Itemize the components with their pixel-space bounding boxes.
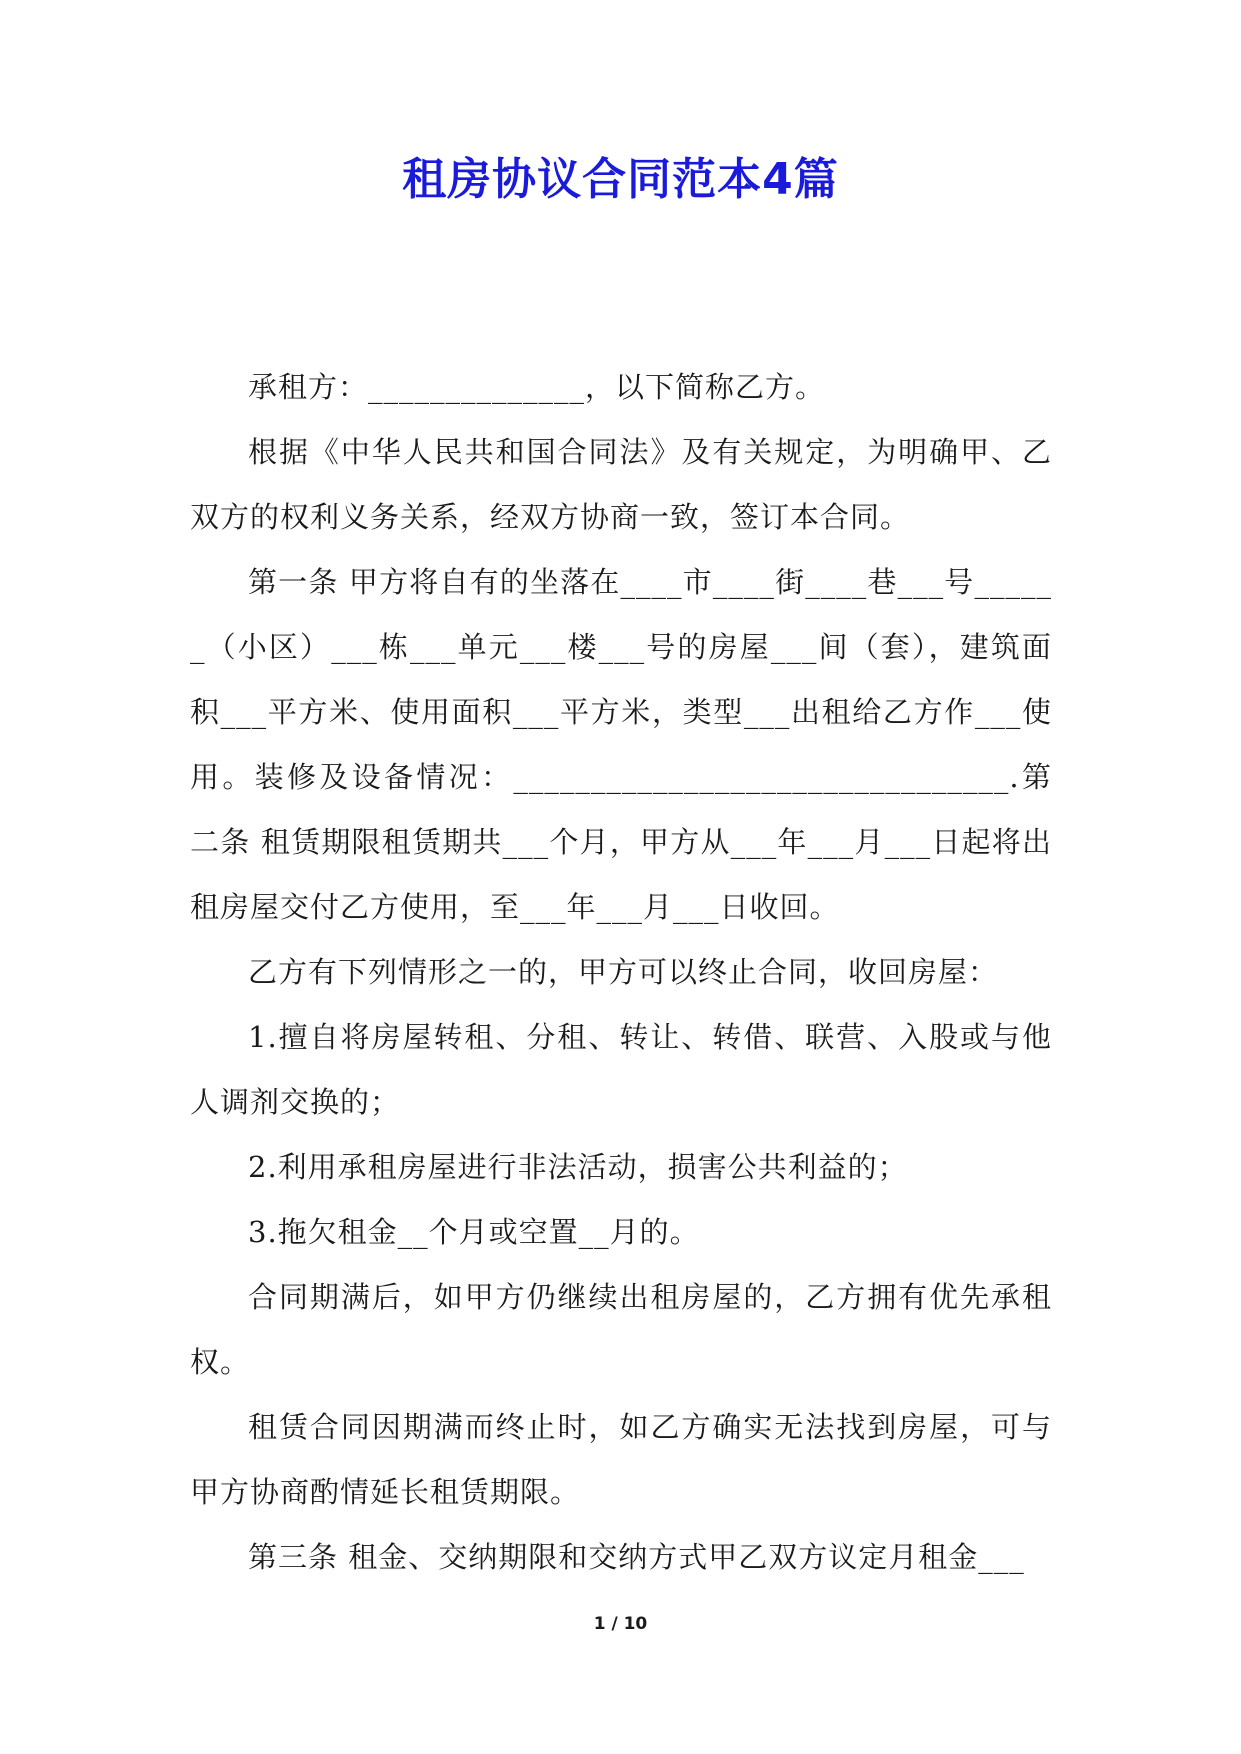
- paragraph-article-1: 第一条 甲方将自有的坐落在____市____街____巷___号______（小区）___栋___单元___楼___号的房屋___间（套），建筑面积___平方米、使用面积___平方米，类型___出租给乙方作___使用。装修及设备情况：________________________________.第二条 租赁期限租赁期共___个月，甲方从___年___月___日起将出租房屋交付乙方使用，至___年___月___日收回。: [190, 565, 1052, 924]
- document-title: 租房协议合同范本4篇: [402, 154, 839, 205]
- paragraph-extension: 租赁合同因期满而终止时，如乙方确实无法找到房屋，可与甲方协商酌情延长租赁期限。: [190, 1410, 1052, 1509]
- paragraph-preamble: 根据《中华人民共和国合同法》及有关规定，为明确甲、乙双方的权利义务关系，经双方协商一致，签订本合同。: [190, 435, 1052, 534]
- document-body: [190, 355, 1052, 1590]
- paragraph-lessee: 承租方：______________，以下简称乙方。: [248, 370, 826, 404]
- paragraph-termination-conditions: 乙方有下列情形之一的，甲方可以终止合同，收回房屋：: [248, 955, 999, 989]
- paragraph-condition-2: 2.利用承租房屋进行非法活动，损害公共利益的；: [248, 1150, 908, 1184]
- paragraph-renewal-priority: 合同期满后，如甲方仍继续出租房屋的，乙方拥有优先承租权。: [190, 1280, 1052, 1379]
- paragraph-condition-1: 1.擅自将房屋转租、分租、转让、转借、联营、入股或与他人调剂交换的；: [190, 1020, 1052, 1119]
- paragraph-article-3: 第三条 租金、交纳期限和交纳方式甲乙双方议定月租金___: [248, 1540, 1025, 1574]
- paragraph-condition-3: 3.拖欠租金__个月或空置__月的。: [248, 1215, 700, 1249]
- page-number: 1 / 10: [593, 1614, 648, 1634]
